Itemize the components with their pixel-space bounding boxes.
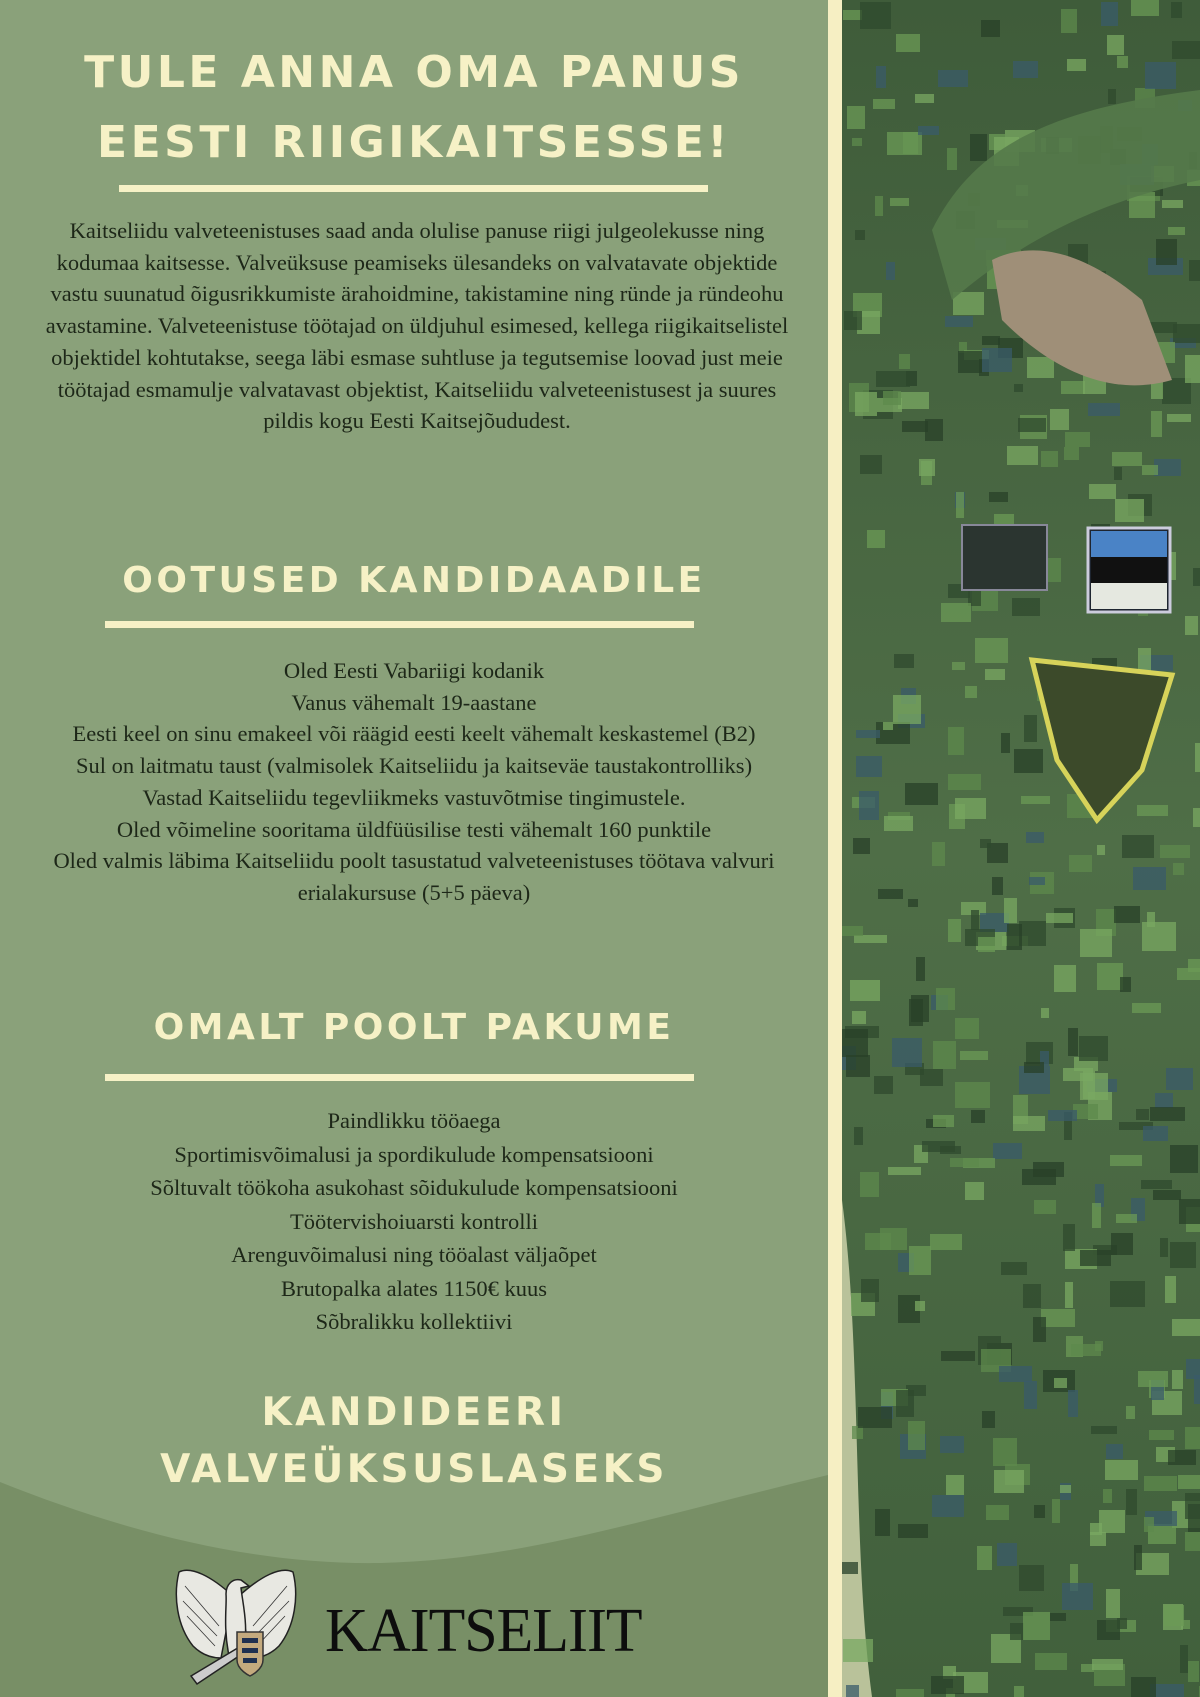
list-item: Oled võimeline sooritama üldfüüsilise testi vähemalt 160 punktile bbox=[116, 816, 712, 842]
divider-stripe bbox=[828, 0, 842, 1697]
list-item: Vanus vähemalt 19-aastane bbox=[291, 689, 537, 715]
offer-divider bbox=[105, 1074, 694, 1081]
title-line-1: TULE ANNA OMA PANUS bbox=[84, 47, 744, 98]
expectations-list bbox=[20, 655, 808, 909]
offer-list bbox=[20, 1104, 808, 1339]
eagle-emblem-icon bbox=[171, 1566, 301, 1692]
list-item: Sõltuvalt töökoha asukohast sõidukulude kompensatsiooni bbox=[150, 1175, 678, 1200]
cta-line-1: KANDIDEERI bbox=[261, 1390, 567, 1435]
intro-paragraph: Kaitseliidu valveteenistuses saad anda olulise panuse riigi julgeolekusse ning kodumaa kaitsesse. Valveüksuse peamiseks ülesandeks on valvatavate objektide vastu suunatud õigusrikkumiste ärahoidmine, takistamine ning ründe ja ründeohu avastamine. Valveteenistuse töötajad on üldjuhul esimesed, kellega riigikaitselistel objektidel kohtutakse, seega läbi esmase suhtluse ja tegutsemise loovad just meie töötajad esmamulje valvatavast objektist, Kaitseliidu valveteenistusest ja suures pildis kogu Eesti Kaitsejõududest. bbox=[45, 218, 789, 434]
camouflage-uniform-image bbox=[842, 0, 1200, 1697]
list-item: Brutopalka alates 1150€ kuus bbox=[281, 1275, 547, 1301]
list-item: Sõbralikku kollektiivi bbox=[315, 1309, 513, 1334]
offer-heading: OMALT POOLT PAKUME bbox=[153, 1007, 675, 1048]
expectations-heading: OOTUSED KANDIDAADILE bbox=[122, 560, 706, 601]
title-divider bbox=[119, 185, 708, 192]
main-title bbox=[0, 38, 828, 178]
title-line-2: EESTI RIIGIKAITSESSE! bbox=[97, 117, 731, 168]
kaitseliit-logo-text: KAITSELIIT bbox=[325, 1595, 642, 1665]
list-item: Sul on laitmatu taust (valmisolek Kaitseliidu ja kaitseväe taustakontrolliks) bbox=[75, 753, 753, 779]
list-item: Oled valmis läbima Kaitseliidu poolt tasustatud valveteenistuses töötava valvuri erialakursuse (5+5 päeva) bbox=[53, 848, 775, 905]
list-item: Sportimisvõimalusi ja spordikulude kompensatsiooni bbox=[174, 1141, 654, 1167]
list-item: Vastad Kaitseliidu tegevliikmeks vastuvõtmise tingimustele. bbox=[142, 784, 686, 810]
cta-line-2: VALVEÜKSUSLASEKS bbox=[160, 1447, 668, 1492]
list-item: Paindlikku tööaega bbox=[327, 1108, 501, 1133]
list-item: Eesti keel on sinu emakeel või räägid eesti keelt vähemalt keskastemel (B2) bbox=[72, 721, 756, 747]
soldier-photo bbox=[842, 0, 1200, 1697]
list-item: Oled Eesti Vabariigi kodanik bbox=[283, 658, 545, 683]
expectations-divider bbox=[105, 621, 694, 628]
list-item: Töötervishoiuarsti kontrolli bbox=[289, 1208, 539, 1234]
cta-heading bbox=[0, 1384, 828, 1498]
list-item: Arenguvõimalusi ning tööalast väljaõpet bbox=[231, 1242, 597, 1267]
